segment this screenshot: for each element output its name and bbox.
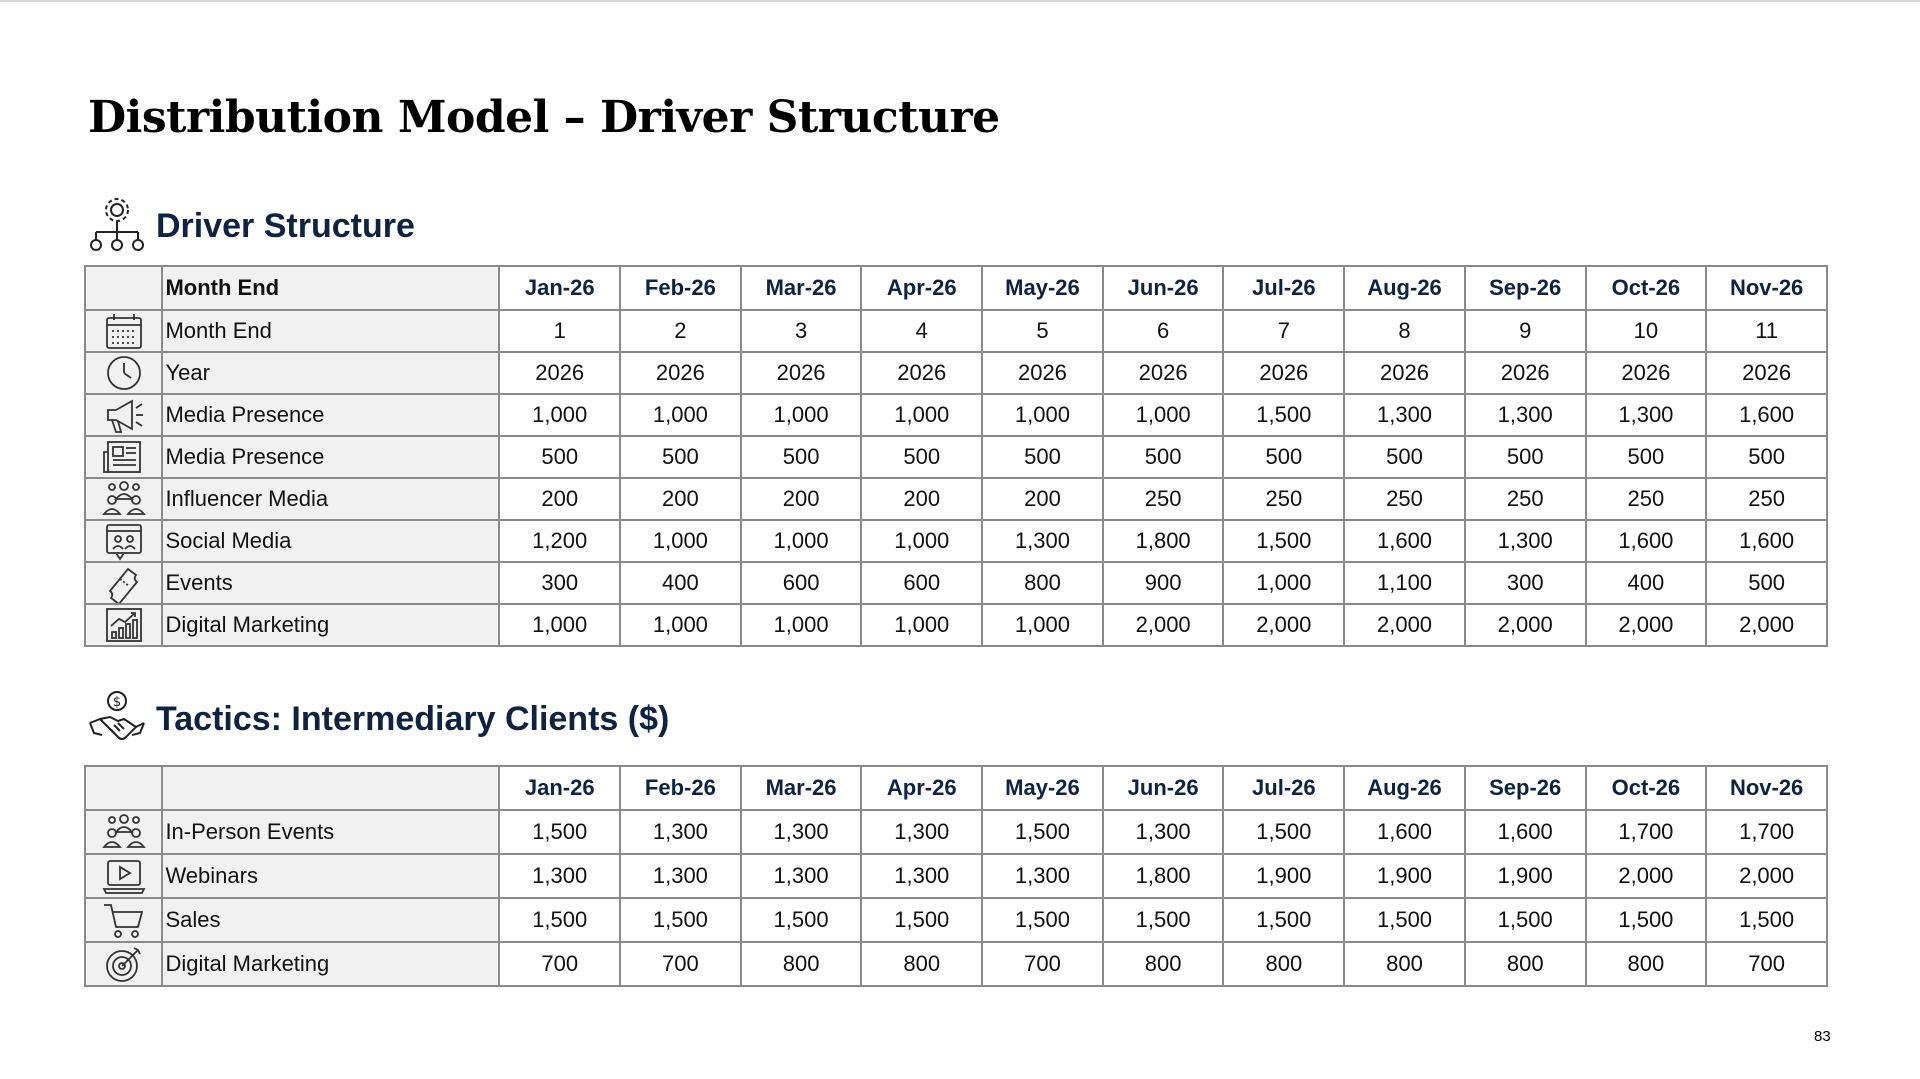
group-icon [102,812,146,852]
handshake-dollar-icon [88,689,146,749]
page-title: Distribution Model – Driver Structure [88,92,1000,143]
svg-text:$: $ [112,695,122,710]
value-cell: 1,500 [1103,898,1224,942]
value-cell: 1,300 [741,854,862,898]
value-cell: 500 [1103,436,1224,478]
value-cell: 1,300 [620,854,741,898]
month-header-cell: Sep-26 [1465,266,1586,310]
value-cell: 250 [1103,478,1224,520]
month-header-cell: Apr-26 [861,266,982,310]
value-cell: 1,700 [1586,810,1707,854]
header-label-cell: Month End [162,266,499,310]
row-label-cell: Month End [162,310,499,352]
value-cell: 700 [620,942,741,986]
value-cell: 250 [1706,478,1827,520]
cart-icon [102,900,146,940]
value-cell: 250 [1586,478,1707,520]
value-cell: 500 [1586,436,1707,478]
table-row [85,352,1827,394]
row-icon-cell [85,436,162,478]
value-cell: 700 [1706,942,1827,986]
row-icon-cell [85,766,162,810]
value-cell: 1,000 [982,604,1103,646]
value-cell: 2,000 [1465,604,1586,646]
value-cell: 2,000 [1223,604,1344,646]
value-cell: 600 [741,562,862,604]
value-cell: 2,000 [1706,854,1827,898]
value-cell: 800 [1465,942,1586,986]
value-cell: 2026 [741,352,862,394]
table-row [85,394,1827,436]
value-cell: 7 [1223,310,1344,352]
month-header-cell: Jan-26 [499,766,620,810]
value-cell: 1,900 [1223,854,1344,898]
value-cell: 1,600 [1586,520,1707,562]
newspaper-icon [102,437,146,477]
value-cell: 500 [1465,436,1586,478]
row-label-cell: Events [162,562,499,604]
value-cell: 1,500 [1223,394,1344,436]
table-row [85,898,1827,942]
value-cell: 1,300 [1465,520,1586,562]
table-row [85,942,1827,986]
value-cell: 1,900 [1344,854,1465,898]
value-cell: 2026 [1465,352,1586,394]
value-cell: 1,000 [861,520,982,562]
value-cell: 1,600 [1465,810,1586,854]
value-cell: 1,000 [499,604,620,646]
value-cell: 600 [861,562,982,604]
value-cell: 2,000 [1706,604,1827,646]
social-browser-icon [102,521,146,561]
row-icon-cell [85,394,162,436]
value-cell: 500 [982,436,1103,478]
month-header-cell: Jan-26 [499,266,620,310]
value-cell: 1,000 [620,604,741,646]
row-icon-cell [85,266,162,310]
row-label-cell: Media Presence [162,436,499,478]
month-header-cell: Nov-26 [1706,766,1827,810]
value-cell: 1,600 [1706,394,1827,436]
value-cell: 2026 [982,352,1103,394]
value-cell: 1,000 [1103,394,1224,436]
value-cell: 2026 [620,352,741,394]
row-label-cell: In-Person Events [162,810,499,854]
value-cell: 1,300 [1344,394,1465,436]
row-label-cell: Year [162,352,499,394]
month-header-cell: Feb-26 [620,266,741,310]
value-cell: 4 [861,310,982,352]
month-header-cell: Oct-26 [1586,266,1707,310]
value-cell: 500 [1706,436,1827,478]
value-cell: 1,500 [499,810,620,854]
row-icon-cell [85,942,162,986]
value-cell: 1,300 [982,854,1103,898]
value-cell: 1,300 [982,520,1103,562]
value-cell: 1,500 [1223,520,1344,562]
row-icon-cell [85,810,162,854]
value-cell: 2026 [1344,352,1465,394]
value-cell: 800 [861,942,982,986]
driver-structure-table [84,265,1828,647]
table-row [85,478,1827,520]
table-row [85,520,1827,562]
value-cell: 1,500 [1223,810,1344,854]
value-cell: 500 [499,436,620,478]
value-cell: 2,000 [1586,604,1707,646]
value-cell: 400 [1586,562,1707,604]
value-cell: 1,000 [499,394,620,436]
value-cell: 1,200 [499,520,620,562]
value-cell: 1,000 [620,394,741,436]
value-cell: 1,500 [1344,898,1465,942]
value-cell: 2026 [499,352,620,394]
row-icon-cell [85,604,162,646]
value-cell: 800 [1586,942,1707,986]
value-cell: 3 [741,310,862,352]
value-cell: 1,500 [1223,898,1344,942]
month-header-cell: Apr-26 [861,766,982,810]
month-header-cell: Aug-26 [1344,266,1465,310]
megaphone-icon [102,395,146,435]
month-header-cell: Jun-26 [1103,266,1224,310]
value-cell: 200 [741,478,862,520]
tactics-title: Tactics: Intermediary Clients ($) [156,699,670,738]
laptop-play-icon [102,856,146,896]
value-cell: 1,500 [620,898,741,942]
value-cell: 500 [741,436,862,478]
value-cell: 9 [1465,310,1586,352]
value-cell: 200 [982,478,1103,520]
value-cell: 1,500 [1465,898,1586,942]
row-label-cell: Media Presence [162,394,499,436]
value-cell: 1,800 [1103,854,1224,898]
value-cell: 1,100 [1344,562,1465,604]
value-cell: 250 [1344,478,1465,520]
table-row [85,436,1827,478]
row-label-cell: Social Media [162,520,499,562]
value-cell: 1 [499,310,620,352]
month-header-cell: Feb-26 [620,766,741,810]
value-cell: 300 [499,562,620,604]
value-cell: 2026 [1586,352,1707,394]
row-icon-cell [85,562,162,604]
value-cell: 1,700 [1706,810,1827,854]
value-cell: 11 [1706,310,1827,352]
month-header-cell: Aug-26 [1344,766,1465,810]
row-label-cell: Influencer Media [162,478,499,520]
value-cell: 500 [1223,436,1344,478]
value-cell: 1,900 [1465,854,1586,898]
gear-org-chart-icon [88,196,146,256]
value-cell: 6 [1103,310,1224,352]
month-header-cell: Mar-26 [741,266,862,310]
value-cell: 1,300 [1103,810,1224,854]
value-cell: 1,000 [982,394,1103,436]
value-cell: 1,500 [861,898,982,942]
value-cell: 1,300 [861,854,982,898]
value-cell: 2026 [1706,352,1827,394]
growth-chart-icon [102,605,146,645]
value-cell: 300 [1465,562,1586,604]
month-header-cell: Jul-26 [1223,766,1344,810]
group-icon [102,479,146,519]
value-cell: 700 [982,942,1103,986]
month-header-cell: Jul-26 [1223,266,1344,310]
table-row [85,854,1827,898]
value-cell: 1,500 [1586,898,1707,942]
value-cell: 2026 [861,352,982,394]
month-header-cell: May-26 [982,266,1103,310]
value-cell: 1,500 [982,810,1103,854]
value-cell: 1,000 [620,520,741,562]
header-label-cell [162,766,499,810]
value-cell: 1,000 [741,604,862,646]
value-cell: 1,600 [1706,520,1827,562]
value-cell: 8 [1344,310,1465,352]
value-cell: 2026 [1103,352,1224,394]
value-cell: 1,300 [741,810,862,854]
month-header-cell: Sep-26 [1465,766,1586,810]
value-cell: 1,300 [861,810,982,854]
value-cell: 800 [741,942,862,986]
value-cell: 1,000 [861,604,982,646]
top-border-line [0,0,1920,2]
value-cell: 250 [1465,478,1586,520]
table-header-row [85,766,1827,810]
table-row [85,810,1827,854]
table-row [85,310,1827,352]
value-cell: 2026 [1223,352,1344,394]
tactics-table [84,765,1828,987]
value-cell: 1,500 [1706,898,1827,942]
value-cell: 2,000 [1344,604,1465,646]
month-header-cell: Nov-26 [1706,266,1827,310]
value-cell: 500 [1344,436,1465,478]
calendar-icon [102,311,146,351]
value-cell: 1,500 [499,898,620,942]
table-row [85,562,1827,604]
value-cell: 1,000 [861,394,982,436]
value-cell: 1,500 [982,898,1103,942]
value-cell: 1,600 [1344,810,1465,854]
value-cell: 1,300 [499,854,620,898]
value-cell: 10 [1586,310,1707,352]
month-header-cell: May-26 [982,766,1103,810]
value-cell: 400 [620,562,741,604]
value-cell: 1,000 [1223,562,1344,604]
value-cell: 5 [982,310,1103,352]
value-cell: 1,800 [1103,520,1224,562]
value-cell: 500 [1706,562,1827,604]
month-header-cell: Oct-26 [1586,766,1707,810]
value-cell: 500 [620,436,741,478]
value-cell: 800 [1103,942,1224,986]
row-icon-cell [85,352,162,394]
value-cell: 800 [1223,942,1344,986]
value-cell: 1,300 [1465,394,1586,436]
value-cell: 200 [620,478,741,520]
value-cell: 1,300 [620,810,741,854]
value-cell: 200 [499,478,620,520]
clock-icon [102,353,146,393]
value-cell: 1,600 [1344,520,1465,562]
value-cell: 2,000 [1103,604,1224,646]
row-icon-cell [85,478,162,520]
value-cell: 1,500 [741,898,862,942]
month-header-cell: Mar-26 [741,766,862,810]
row-label-cell: Digital Marketing [162,604,499,646]
month-header-cell: Jun-26 [1103,766,1224,810]
row-icon-cell [85,520,162,562]
value-cell: 800 [982,562,1103,604]
value-cell: 800 [1344,942,1465,986]
tactics-heading [88,689,669,749]
page-number: 83 [1814,1028,1831,1045]
row-icon-cell [85,854,162,898]
driver-structure-title: Driver Structure [156,206,415,245]
value-cell: 1,000 [741,394,862,436]
row-label-cell: Sales [162,898,499,942]
value-cell: 2,000 [1586,854,1707,898]
driver-structure-heading [88,196,415,256]
table-header-row [85,266,1827,310]
row-icon-cell [85,310,162,352]
row-label-cell: Webinars [162,854,499,898]
value-cell: 2 [620,310,741,352]
ticket-icon [102,563,146,603]
table-row [85,604,1827,646]
value-cell: 250 [1223,478,1344,520]
row-label-cell: Digital Marketing [162,942,499,986]
value-cell: 900 [1103,562,1224,604]
value-cell: 700 [499,942,620,986]
value-cell: 1,000 [741,520,862,562]
target-icon [102,944,146,984]
value-cell: 500 [861,436,982,478]
value-cell: 200 [861,478,982,520]
value-cell: 1,300 [1586,394,1707,436]
row-icon-cell [85,898,162,942]
